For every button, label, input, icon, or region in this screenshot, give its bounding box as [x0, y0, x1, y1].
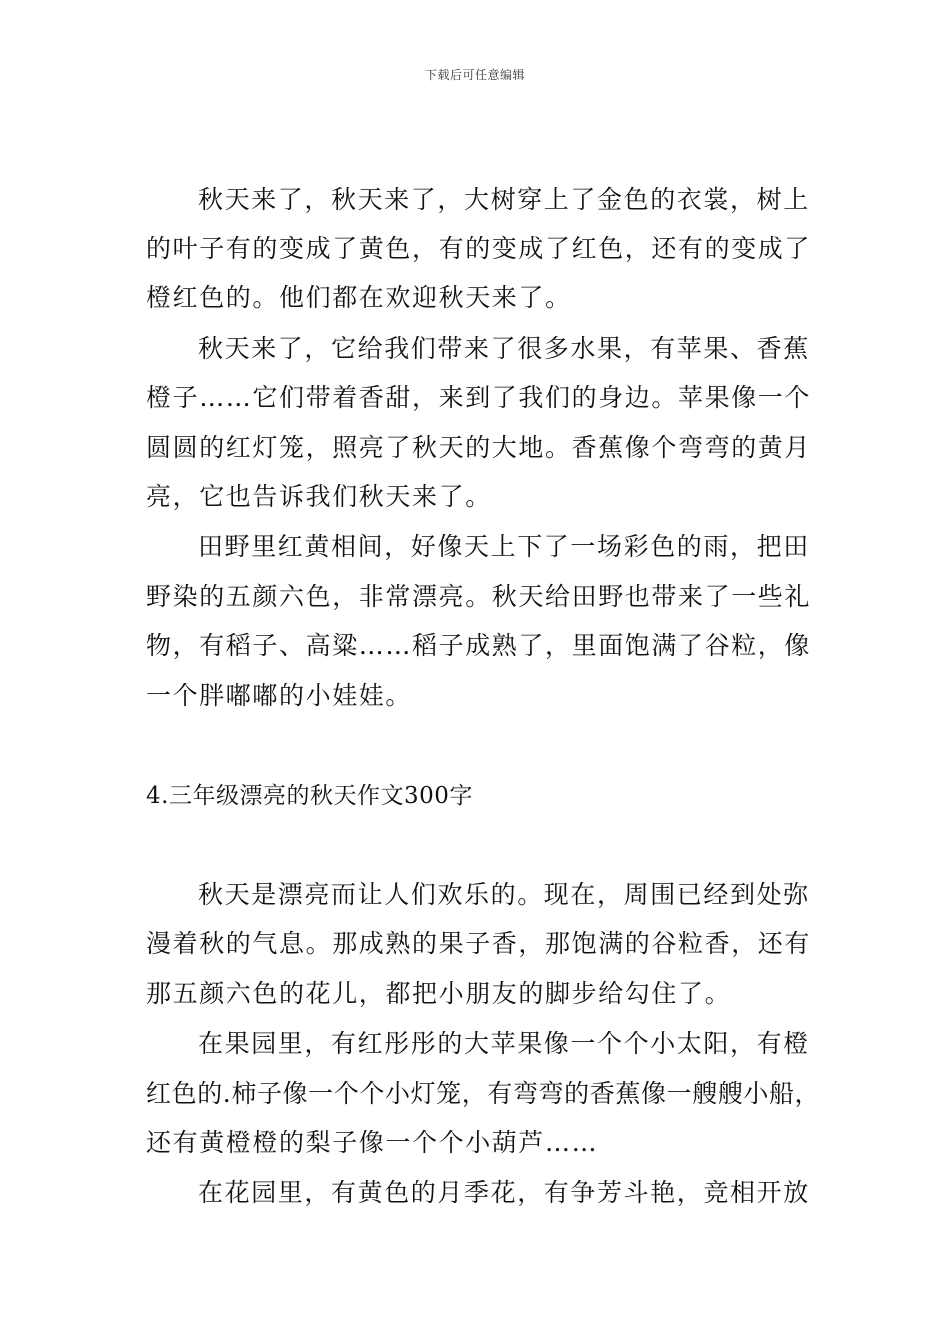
paragraph-4-line-2: 漫着秋的气息。那成熟的果子香，那饱满的谷粒香，还有 — [146, 929, 812, 958]
paragraph-4-line-1: 秋天是漂亮而让人们欢乐的。现在，周围已经到处弥 — [198, 880, 810, 909]
paragraph-3-line-3: 物，有稻子、高粱……稻子成熟了，里面饱满了谷粒，像 — [146, 631, 812, 660]
paragraph-5-line-3: 还有黄橙橙的梨子像一个个小葫芦…… — [146, 1128, 599, 1157]
paragraph-3-line-1: 田野里红黄相间，好像天上下了一场彩色的雨，把田 — [198, 532, 810, 561]
paragraph-2-line-4: 亮，它也告诉我们秋天来了。 — [146, 482, 492, 511]
paragraph-2-line-3: 圆圆的红灯笼，照亮了秋天的大地。香蕉像个弯弯的黄月 — [146, 433, 812, 462]
paragraph-3-line-4: 一个胖嘟嘟的小娃娃。 — [146, 681, 413, 710]
paragraph-6-line-1: 在花园里，有黄色的月季花，有争芳斗艳，竞相开放 — [198, 1178, 810, 1207]
paragraph-1-line-1: 秋天来了，秋天来了，大树穿上了金色的衣裳，树上 — [198, 185, 810, 214]
paragraph-1-line-3: 橙红色的。他们都在欢迎秋天来了。 — [146, 283, 572, 312]
section-heading: 4.三年级漂亮的秋天作文300字 — [146, 783, 473, 809]
paragraph-5-line-1: 在果园里，有红彤彤的大苹果像一个个小太阳，有橙 — [198, 1029, 810, 1058]
paragraph-5-line-2: 红色的.柿子像一个个小灯笼，有弯弯的香蕉像一艘艘小船， — [146, 1079, 821, 1108]
paragraph-3-line-2: 野染的五颜六色，非常漂亮。秋天给田野也带来了一些礼 — [146, 582, 812, 611]
paragraph-1-line-2: 的叶子有的变成了黄色，有的变成了红色，还有的变成了 — [146, 234, 812, 263]
paragraph-4-line-3: 那五颜六色的花儿，都把小朋友的脚步给勾住了。 — [146, 979, 732, 1008]
paragraph-2-line-2: 橙子……它们带着香甜，来到了我们的身边。苹果像一个 — [146, 383, 812, 412]
paragraph-2-line-1: 秋天来了，它给我们带来了很多水果，有苹果、香蕉 — [198, 334, 810, 363]
page-header: 下载后可任意编辑 — [424, 68, 525, 82]
